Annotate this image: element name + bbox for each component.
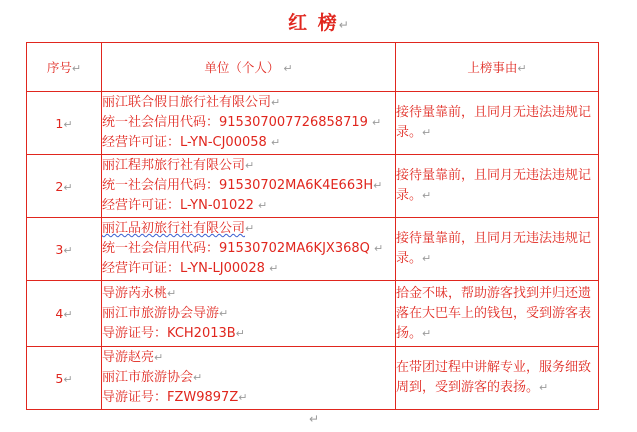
unit-license: 导游证号：KCH2013B↵ (102, 325, 245, 341)
title-text: 红 榜 (288, 12, 339, 34)
unit-name: 导游赵亮↵ (102, 350, 164, 365)
table-row (27, 347, 599, 410)
paragraph-mark-icon: ↵ (539, 381, 549, 394)
paragraph-mark-icon: ↵ (422, 326, 432, 340)
page-title (0, 8, 637, 35)
unit-association: 丽江市旅游协会↵ (102, 370, 203, 385)
header-reason: 上榜事由↵ (396, 43, 599, 92)
unit-credit-code: 统一社会信用代码：91530702MA6KJX368Q ↵ (102, 241, 384, 256)
row-reason: 接待量靠前，且同月无违法违规记录。↵ (396, 155, 599, 218)
unit-name: 丽江程邦旅行社有限公司↵ (102, 158, 255, 173)
row-index: 5↵ (27, 347, 102, 410)
unit-name: 丽江联合假日旅行社有限公司↵ (102, 95, 281, 110)
header-unit: 单位（个人） ↵ (102, 43, 396, 92)
row-index: 1↵ (27, 92, 102, 155)
unit-credit-code: 统一社会信用代码：915307007726858719 ↵ (102, 115, 382, 130)
paragraph-mark-icon: ↵ (63, 180, 73, 194)
paragraph-mark-icon: ↵ (63, 243, 73, 257)
row-reason: 接待量靠前，且同月无违法违规记录。↵ (396, 218, 599, 281)
row-unit (102, 347, 396, 410)
paragraph-mark-icon: ↵ (283, 62, 293, 75)
paragraph-mark-icon: ↵ (338, 18, 349, 32)
header-index: 序号↵ (27, 43, 102, 92)
table-row (27, 281, 599, 347)
table-row (27, 218, 599, 281)
paragraph-mark-icon: ↵ (63, 117, 73, 131)
table-row (27, 92, 599, 155)
table-row (27, 155, 599, 218)
paragraph-mark-icon: ↵ (71, 62, 82, 75)
unit-credit-code: 统一社会信用代码：91530702MA6K4E663H↵ (102, 178, 383, 193)
unit-name: 丽江品初旅行社有限公司↵ (102, 221, 255, 236)
unit-license: 经营许可证：L-YN-CJ00058 ↵ (102, 135, 281, 150)
row-reason: 拾金不昧，帮助游客找到并归还遗落在大巴车上的钱包，受到游客表扬。↵ (396, 281, 599, 347)
paragraph-mark-icon: ↵ (309, 412, 320, 426)
row-index: 2↵ (27, 155, 102, 218)
row-unit (102, 218, 396, 281)
row-reason: 接待量靠前，且同月无违法违规记录。↵ (396, 92, 599, 155)
paragraph-mark-icon: ↵ (63, 372, 73, 386)
unit-license: 导游证号：FZW9897Z↵ (102, 390, 248, 405)
unit-name: 导游芮永桃↵ (102, 285, 177, 301)
unit-association: 丽江市旅游协会导游↵ (102, 305, 229, 321)
paragraph-mark-icon: ↵ (63, 308, 73, 321)
row-unit (102, 92, 396, 155)
paragraph-mark-icon: ↵ (517, 62, 527, 75)
unit-license: 经营许可证：L-YN-01022 ↵ (102, 198, 268, 213)
paragraph-mark-icon: ↵ (422, 189, 432, 202)
paragraph-mark-icon: ↵ (422, 126, 432, 139)
row-unit (102, 155, 396, 218)
honor-roll-table (26, 42, 599, 410)
row-index: 4↵ (27, 281, 102, 347)
unit-license: 经营许可证：L-YN-LJ00028 ↵ (102, 261, 279, 276)
paragraph-mark-icon: ↵ (422, 252, 432, 265)
table-header-row (27, 43, 599, 92)
row-index: 3↵ (27, 218, 102, 281)
row-reason: 在带团过程中讲解专业，服务细致周到，受到游客的表扬。↵ (396, 347, 599, 410)
row-unit (102, 281, 396, 347)
